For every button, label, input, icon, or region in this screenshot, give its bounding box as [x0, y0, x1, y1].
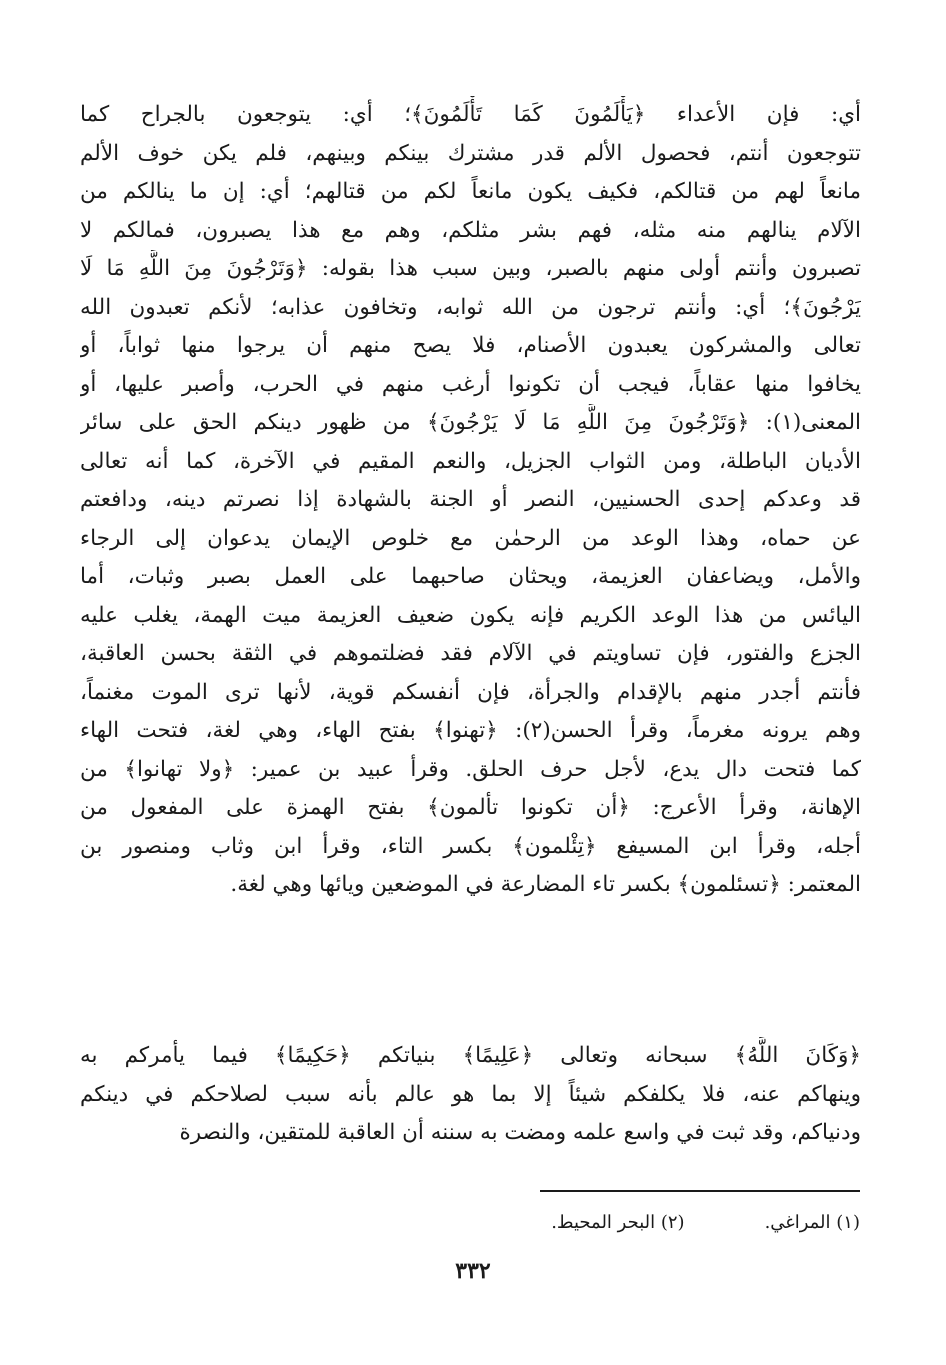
- text-line: الأديان الباطلة، ومن الثواب الجزيل، والنعم المقيم في الآخرة، كما أنه تعالى: [80, 448, 861, 474]
- text-line: الإهانة، وقرأ الأعرج: ﴿أن تكونوا تألمون﴾ بفتح الهمزة على المفعول من: [80, 795, 861, 820]
- text-line: تعالى والمشركون يعبدون الأصنام، فلا يصح منهم أن يرجوا منها ثواباً، أو: [80, 333, 861, 358]
- page-number: ٣٣٢: [455, 1258, 491, 1284]
- paragraph-second: [80, 1037, 861, 1153]
- text-line: والأمل، ويضاعفان العزيمة، ويحثان صاحبهما على العمل بصبر وثبات، أما: [80, 564, 861, 589]
- text-line: ودنياكم، وقد ثبت في واسع علمه ومضت به سننه أن العاقبة للمتقين، والنصرة: [179, 1120, 861, 1145]
- text-line: ﴿وَكَانَ اللَّهُ﴾ سبحانه وتعالى ﴿عَلِيمًا﴾ بنياتكم ﴿حَكِيمًا﴾ فيما يأمركم به: [80, 1043, 861, 1068]
- text-line: أي: فإن الأعداء ﴿يَأْلَمُونَ كَمَا تَأْلَمُونَ﴾؛ أي: يتوجعون بالجراح كما: [80, 102, 861, 127]
- text-line: وهم يرونه مغرماً، وقرأ الحسن(٢): ﴿تهنوا﴾ بفتح الهاء، وهي لغة، فتحت الهاء: [80, 718, 861, 743]
- paragraph-main: [80, 96, 861, 905]
- text-line: الآلام ينالهم منه مثله، فهم بشر مثلكم، وهم مع هذا يصبرون، فمالكم لا: [80, 217, 861, 243]
- text-line: المعنى(١): ﴿وَتَرْجُونَ مِنَ اللَّهِ مَا لَا يَرْجُونَ﴾ من ظهور دينكم الحق على سائر: [80, 410, 861, 435]
- text-line: أجله، وقرأ ابن المسيفع ﴿تِئْلمون﴾ بكسر التاء، وقرأ ابن وثاب ومنصور بن: [80, 833, 861, 859]
- text-line: يخافوا منها عقاباً، فيجب أن تكونوا أرغب منهم في الحرب، وأصبر عليها، أو: [80, 371, 861, 397]
- footnote-2: (٢) البحر المحيط.: [551, 1212, 685, 1233]
- text-line: يَرْجُونَ﴾؛ أي: وأنتم ترجون من الله ثوابه، وتخافون عذابه؛ لأنكم تعبدون الله: [80, 294, 861, 320]
- text-line: عن حماه، وهذا الوعد من الرحمٰن مع خلوص الإيمان يدعوان إلى الرجاء: [80, 525, 861, 551]
- text-line: مانعاً لهم من قتالكم، فكيف يكون مانعاً لكم من قتالهم؛ أي: إن ما ينالكم من: [80, 179, 861, 204]
- text-line: وينهاكم عنه، فلا يكلفكم شيئاً إلا بما هو عالم بأنه سبب لصلاحكم في دينكم: [80, 1081, 861, 1107]
- footnotes: [471, 1208, 860, 1238]
- text-line: كما فتحت دال يدع، لأجل حرف الحلق. وقرأ عبيد بن عمير: ﴿ولا تهانوا﴾ من: [80, 756, 861, 782]
- text-line: تتوجعون أنتم، فحصول الألم قدر مشترك بينكم وبينهم، فلم يكن خوف الألم: [80, 140, 861, 166]
- text-line: تصبرون وأنتم أولى منهم بالصبر، وبين سبب هذا بقوله: ﴿وَتَرْجُونَ مِنَ اللَّهِ مَا لَا: [80, 256, 861, 281]
- text-line: الجزع والفتور، فإن تساويتم في الآلام فقد فضلتموهم في الثقة بحسن العاقبة،: [80, 641, 861, 666]
- footnote-separator: [540, 1190, 860, 1192]
- text-line: فأنتم أجدر منهم بالإقدام والجرأة، فإن أنفسكم قوية، لأنها ترى الموت مغنماً،: [80, 679, 861, 705]
- text-line: قد وعدكم إحدى الحسنيين، النصر أو الجنة بالشهادة إذا نصرتم دينه، ودافعتم: [80, 487, 861, 512]
- text-line: اليائس من هذا الوعد الكريم فإنه يكون ضعيف العزيمة ميت الهمة، يغلب عليه: [80, 602, 861, 628]
- footnote-1: (١) المراغي.: [764, 1212, 860, 1233]
- text-line: المعتمر: ﴿تسئلمون﴾ بكسر تاء المضارعة في الموضعين ويائها وهي لغة.: [230, 872, 861, 897]
